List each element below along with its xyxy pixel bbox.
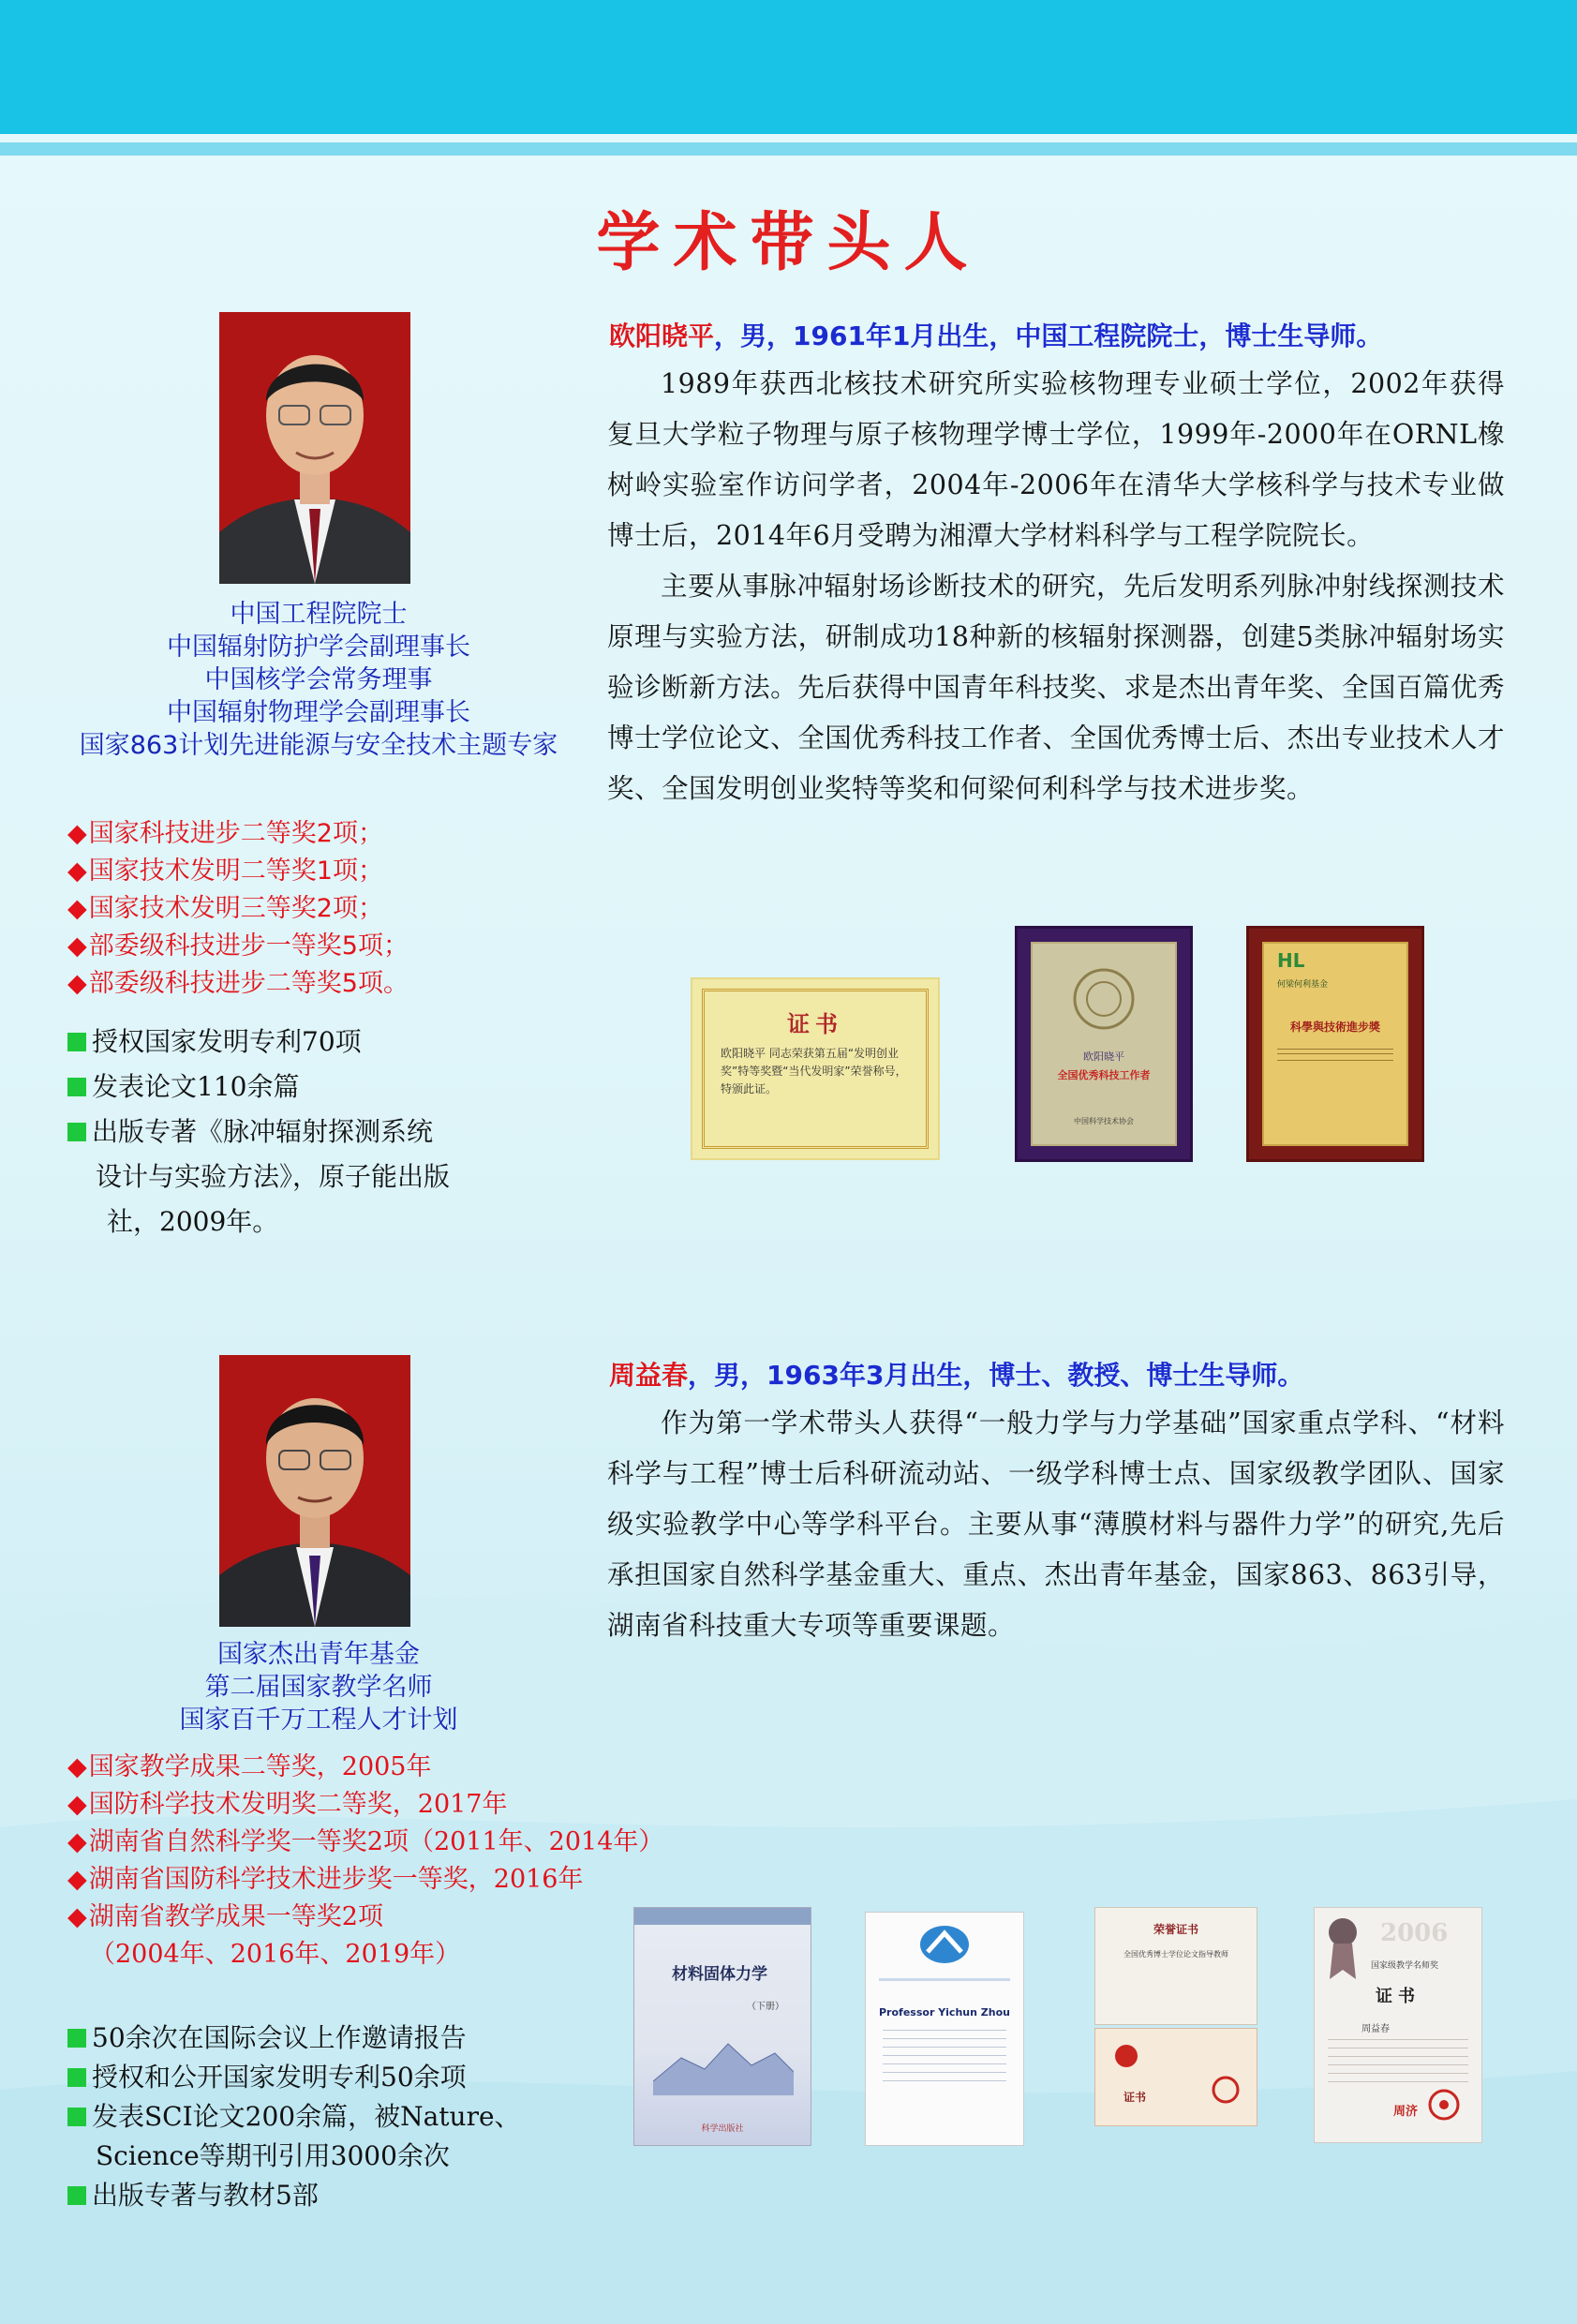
- person-summary: ，男，1963年3月出生，博士、教授、博士生导师。: [688, 1360, 1304, 1391]
- achievements-list-zhou: [67, 2019, 521, 2215]
- roles-ouyang: [56, 598, 581, 762]
- award-item: ◆部委级科技进步二等奖5项。: [67, 969, 409, 998]
- award-item: ◆国家教学成果二等奖，2005年: [67, 1752, 432, 1781]
- person-name: 欧阳晓平: [609, 320, 715, 351]
- certificate-red-seal: [1094, 2028, 1257, 2126]
- top-divider-line: [0, 142, 1577, 156]
- role-line: 第二届国家教学名师: [204, 1673, 433, 1702]
- bio-zhou: [607, 1398, 1505, 1651]
- bio-paragraph: 主要从事脉冲辐射场诊断技术的研究，先后发明系列脉冲射线探测技术原理与实验方法，研制成功18种新的核辐射探测器，创建5类脉冲辐射场实验诊断新方法。先后获得中国青年科技奖、求是杰出青年奖、全国百篇优秀博士学位论文、全国优秀科技工作者、全国优秀博士后、杰出专业技术人才奖、全国发明创业奖特等奖和何梁何利科学与技术进步奖。: [607, 571, 1505, 804]
- portrait-photo-ouyang: [219, 312, 410, 584]
- book-publisher: 科学出版社: [701, 2124, 744, 2134]
- award-item-continuation: （2004年、2016年、2019年）: [90, 1940, 461, 1969]
- plaque-org: 中国科学技术协会: [1074, 1117, 1134, 1125]
- achievement-item: 发表SCI论文200余篇，被Nature、: [67, 2097, 521, 2137]
- role-line: 国家863计划先进能源与安全技术主题专家: [79, 731, 558, 760]
- achievement-item: 授权和公开国家发明专利50余项: [67, 2058, 521, 2097]
- award-item: ◆国家技术发明二等奖1项；: [67, 857, 383, 886]
- role-line: 国家杰出青年基金: [217, 1640, 420, 1669]
- certificate-title: 证书: [787, 1011, 843, 1037]
- certificate-plaque-purple: [1015, 926, 1193, 1162]
- hlhl-title: 科學與技術進步獎: [1289, 1020, 1380, 1034]
- bio-paragraph: 1989年获西北核技术研究所实验核物理专业硕士学位，2002年获得复旦大学粒子物理与原子核物理学博士学位，1999年-2000年在ORNL橡树岭实验室作访问学者，2004年-2006年在清华大学核科学与技术专业做博士后，2014年6月受聘为湘潭大学材料科学与工程学院院长。: [607, 368, 1505, 551]
- award-item: ◆部委级科技进步一等奖5项；: [67, 931, 409, 961]
- certificate-international: [865, 1912, 1024, 2146]
- seal-icon: [1212, 2076, 1240, 2104]
- honor-certificate-text: 全国优秀博士学位论文指导教师: [1123, 1950, 1228, 1959]
- bio-ouyang: [607, 359, 1505, 814]
- certificate-honor-stack: [1094, 1907, 1257, 2025]
- green-square-icon: [67, 2068, 86, 2087]
- hlhl-logo: HL: [1277, 949, 1305, 972]
- achievement-continuation: 设计与实验方法》，原子能出版: [96, 1161, 451, 1192]
- awards-list-ouyang: [67, 815, 409, 1003]
- role-line: 中国工程院院士: [230, 600, 408, 629]
- award-item: ◆国防科学技术发明奖二等奖，2017年: [67, 1790, 508, 1819]
- role-line: 中国核学会常务理事: [204, 665, 433, 694]
- headline-zhou: [609, 1355, 1303, 1393]
- plaque-name: 欧阳晓平: [1083, 1050, 1124, 1063]
- achievement-item: 出版专著与教材5部: [67, 2176, 521, 2215]
- achievement-continuation: Science等期刊引用3000余次: [96, 2140, 450, 2171]
- award-org: 国家级教学名师奖: [1371, 1961, 1439, 1971]
- green-square-icon: [67, 2108, 86, 2126]
- certificate-recipient: Professor Yichun Zhou: [879, 2006, 1010, 2019]
- award-certificate-title: 证书: [1376, 1987, 1421, 2006]
- awards-list-zhou: [67, 1749, 663, 1974]
- hlhl-org: 何梁何利基金: [1277, 980, 1329, 990]
- person-name: 周益春: [609, 1360, 689, 1391]
- person-summary: ，男，1961年1月出生，中国工程院院士，博士生导师。: [714, 320, 1383, 351]
- award-recipient: 周益春: [1361, 2024, 1390, 2034]
- award-item: ◆湖南省教学成果一等奖2项: [67, 1902, 383, 1931]
- organization-logo-icon: [918, 1924, 971, 1965]
- emblem-icon: [1071, 966, 1137, 1032]
- certificate-plaque-hlhl: [1246, 926, 1424, 1162]
- achievement-item: 50余次在国际会议上作邀请报告: [67, 2019, 521, 2058]
- award-item: ◆湖南省国防科学技术进步奖一等奖，2016年: [67, 1865, 584, 1894]
- green-square-icon: [67, 1123, 86, 1141]
- green-square-icon: [67, 1033, 86, 1051]
- award-item: ◆国家技术发明三等奖2项；: [67, 894, 383, 923]
- honor-certificate-title: 荣誉证书: [1153, 1923, 1198, 1936]
- achievement-item: 发表论文110余篇: [67, 1065, 450, 1110]
- achievement-item: 授权国家发明专利70项: [67, 1020, 450, 1065]
- book-volume: （下册）: [747, 2002, 784, 2012]
- book-cover-materials-mechanics: [633, 1907, 811, 2146]
- achievement-continuation: 社，2009年。: [107, 1206, 279, 1237]
- bio-paragraph: 作为第一学术带头人获得“一般力学与力学基础”国家重点学科、“材料科学与工程”博士后科研流动站、一级学科博士点、国家级教学团队、国家级实验教学中心等学科平台。主要从事“薄膜材料与器件力学”的研究,先后承担国家自然科学基金重大、重点、杰出青年基金，国家863、863引导，湖南省科技重大专项等重要课题。: [607, 1408, 1505, 1641]
- plaque-title: 全国优秀科技工作者: [1057, 1069, 1151, 1081]
- award-item: ◆国家科技进步二等奖2项；: [67, 819, 383, 848]
- certificate-teaching-master: [1314, 1907, 1482, 2143]
- roles-zhou: [56, 1638, 581, 1736]
- page-title: 学术带头人: [596, 206, 981, 280]
- seal-icon: [1114, 2044, 1138, 2068]
- award-year: 2006: [1380, 1919, 1449, 1947]
- seal-icon: [1427, 2088, 1461, 2122]
- green-square-icon: [67, 2029, 86, 2048]
- portrait-photo-zhou: [219, 1355, 410, 1627]
- achievements-list-ouyang: [67, 1020, 450, 1244]
- mesh-graphic-icon: [653, 2030, 794, 2095]
- certificate-invention-award: [691, 977, 940, 1160]
- award-signature: 周济: [1393, 2105, 1419, 2119]
- role-line: 国家百千万工程人才计划: [179, 1706, 458, 1735]
- green-square-icon: [67, 2186, 86, 2205]
- award-item: ◆湖南省自然科学奖一等奖2项（2011年、2014年）: [67, 1827, 664, 1856]
- green-square-icon: [67, 1078, 86, 1096]
- book-title: 材料固体力学: [672, 1965, 767, 1984]
- certificate-text: 欧阳晓平 同志荣获第五届“发明创业奖”特等奖暨“当代发明家”荣誉称号，特颁此证。: [721, 1047, 907, 1095]
- top-banner: [0, 0, 1577, 134]
- ribbon-medal-icon: [1324, 1915, 1361, 1981]
- achievement-item: 出版专著《脉冲辐射探测系统: [67, 1110, 450, 1155]
- red-certificate-title: 证书: [1123, 2091, 1147, 2104]
- role-line: 中国辐射防护学会副理事长: [167, 633, 470, 662]
- headline-ouyang: [609, 316, 1382, 353]
- role-line: 中国辐射物理学会副理事长: [167, 698, 470, 727]
